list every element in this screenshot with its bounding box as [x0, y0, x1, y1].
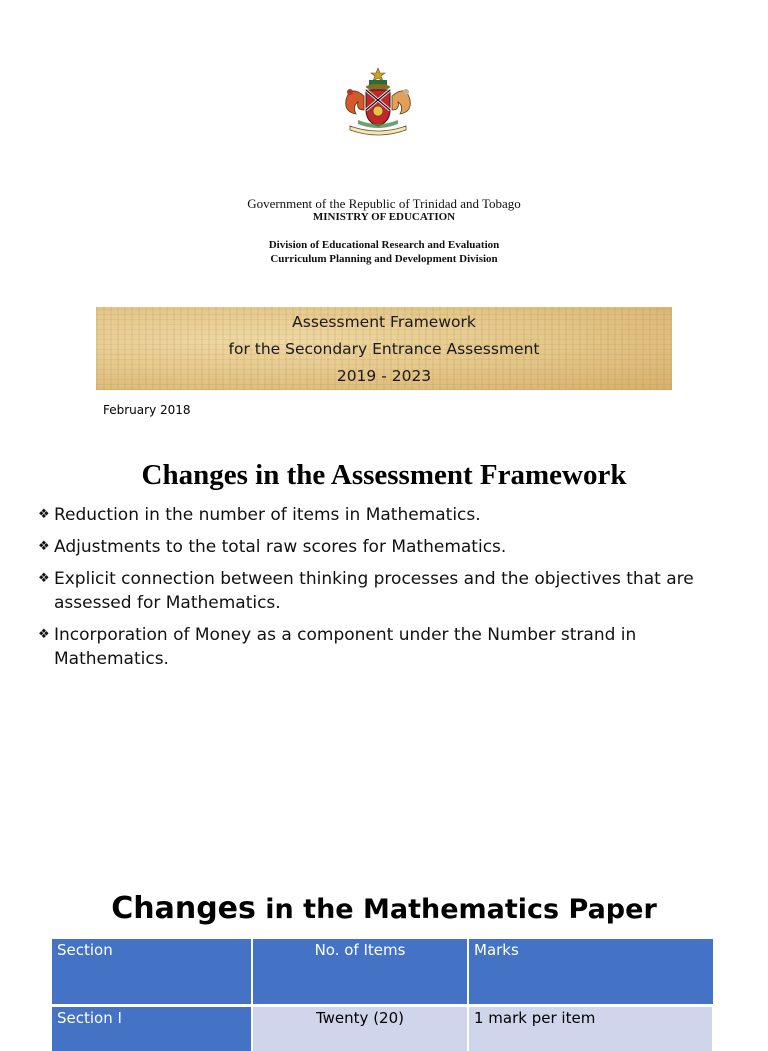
framework-changes-list: [38, 503, 738, 679]
title-banner: [96, 307, 672, 390]
publication-date: February 2018: [103, 403, 191, 417]
column-header-marks: Marks: [468, 939, 713, 1005]
framework-changes-heading: Changes in the Assessment Framework: [141, 459, 627, 491]
table-header-row: [52, 939, 713, 1005]
list-item: [38, 623, 738, 671]
list-item-text: Adjustments to the total raw scores for Mathematics.: [54, 537, 507, 557]
title-line-3: 2019 - 2023: [336, 367, 432, 385]
table-cell: 1 mark per item: [468, 1005, 713, 1051]
diamond-bullet-icon: ❖: [38, 627, 50, 642]
heading-lead-word: Changes: [111, 891, 256, 926]
ministry-name: MINISTRY OF EDUCATION: [312, 211, 456, 223]
column-header-items: No. of Items: [252, 939, 468, 1005]
table-cell: Twenty (20): [252, 1005, 468, 1051]
division-name-curriculum: Curriculum Planning and Development Division: [270, 253, 498, 265]
list-item-text: Incorporation of Money as a component under the Number strand in Mathematics.: [54, 625, 637, 669]
government-name: Government of the Republic of Trinidad and Tobago: [247, 196, 521, 211]
diamond-bullet-icon: ❖: [38, 507, 50, 522]
math-paper-table: [52, 939, 714, 1051]
list-item-text: Reduction in the number of items in Mathematics.: [54, 505, 481, 525]
list-item: [38, 503, 738, 527]
list-item: [38, 567, 738, 615]
coat-of-arms-icon: [336, 66, 420, 138]
title-line-1: Assessment Framework: [292, 313, 476, 331]
math-paper-changes-heading: [0, 891, 768, 926]
table-cell: Section I: [52, 1005, 252, 1051]
diamond-bullet-icon: ❖: [38, 539, 50, 554]
title-line-2: for the Secondary Entrance Assessment: [228, 340, 540, 358]
column-header-section: Section: [52, 939, 252, 1005]
heading-rest: in the Mathematics Paper: [255, 894, 657, 925]
diamond-bullet-icon: ❖: [38, 571, 50, 586]
table-row: [52, 1005, 713, 1051]
list-item-text: Explicit connection between thinking processes and the objectives that are assessed for Mathematics.: [54, 569, 694, 613]
division-name-research: Division of Educational Research and Evaluation: [268, 239, 500, 251]
list-item: [38, 535, 738, 559]
